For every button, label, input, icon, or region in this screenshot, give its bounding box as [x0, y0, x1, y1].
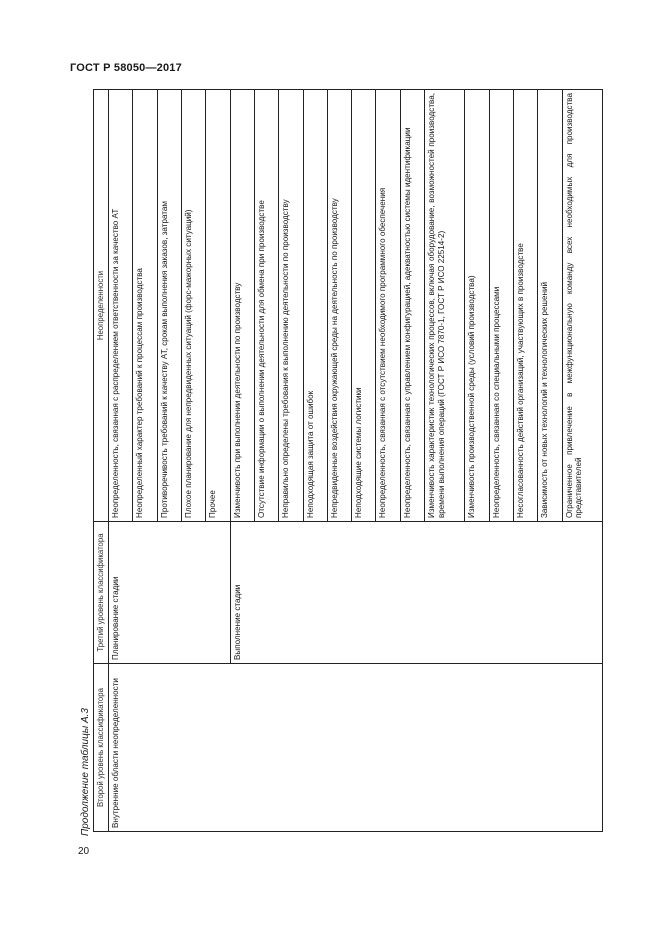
third-level-execution: Выполнение стадии [230, 522, 602, 664]
third-level-planning: Планирование стадии [109, 522, 231, 664]
page-number: 20 [78, 846, 90, 857]
document-header: ГОСТ Р 58050—2017 [70, 62, 182, 74]
uncertainty-item: Ограниченное привлечение в межфункциональную команду всех необходимых для производства представителей [562, 90, 602, 522]
table-row [109, 90, 133, 832]
classifier-table [93, 89, 603, 832]
uncertainty-item: Неподходящие системы логистики [352, 90, 376, 522]
uncertainty-item: Неопределенность, связанная с распределением ответственности за качество АТ [109, 90, 133, 522]
uncertainty-item: Изменчивость производственной среды (условий производства) [465, 90, 489, 522]
header-second-level: Второй уровень классификатора [94, 664, 109, 832]
uncertainty-item: Прочее [206, 90, 230, 522]
uncertainty-item: Изменчивость характеристик технологических процессов, включая оборудование, возможностей производства, времени выполнения операций (ГОСТ Р ИСО 7870-1, ГОСТ Р ИСО 22514-2) [425, 90, 465, 522]
uncertainty-item: Неопределенность, связанная со специальными процессами [489, 90, 513, 522]
uncertainty-item: Неопределенность, связанная с управлением конфигурацией, адекватностью системы идентификации [400, 90, 424, 522]
uncertainty-item: Неподходящая защита от ошибок [303, 90, 327, 522]
uncertainty-item: Отсутствие информации о выполнении деятельности для обмена при производстве [254, 90, 278, 522]
table-header-row [94, 90, 109, 832]
table-caption: Продолжение таблицы А.3 [80, 708, 91, 836]
uncertainty-item: Противоречивость требований к качеству АТ, срокам выполнения заказов, затратам [157, 90, 181, 522]
uncertainty-item: Плохое планирование для непредвиденных ситуаций (форс-мажорных ситуаций) [181, 90, 205, 522]
uncertainty-item: Неопределенный характер требований к процессам производства [133, 90, 157, 522]
header-third-level: Третий уровень классификатора [94, 522, 109, 664]
uncertainty-item: Изменчивость при выполнении деятельности по производству [230, 90, 254, 522]
uncertainty-item: Непредвиденные воздействия окружающей среды на деятельность по производству [327, 90, 351, 522]
uncertainty-item: Неправильно определены требования к выполнению деятельности по производству [279, 90, 303, 522]
table-container [93, 90, 603, 832]
header-uncertainties: Неопределенности [94, 90, 109, 522]
uncertainty-item: Неопределенность, связанная с отсутствием необходимого программного обеспечения [376, 90, 400, 522]
second-level-cell: Внутренние области неопределенности [109, 664, 603, 832]
uncertainty-item: Несогласованность действий организаций, участвующих в производстве [513, 90, 537, 522]
uncertainty-item: Зависимость от новых технологий и технологических решений [538, 90, 562, 522]
